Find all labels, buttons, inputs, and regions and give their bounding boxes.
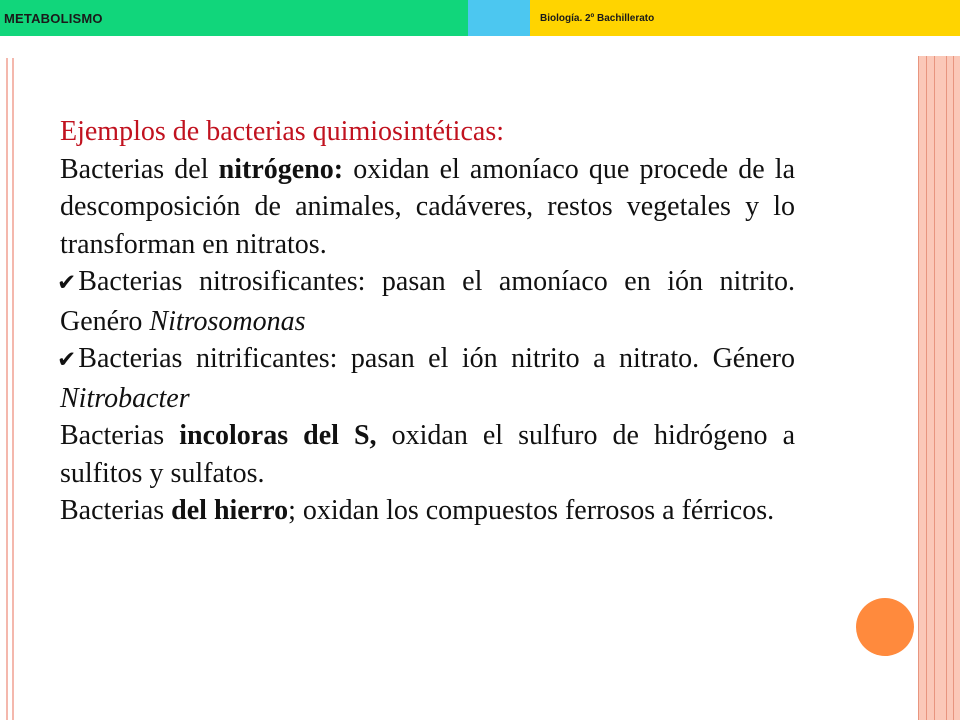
iron-bold: del hierro [171, 495, 289, 526]
sulfur-pre: Bacterias [60, 420, 180, 451]
iron-post: ; oxidan los compuestos ferrosos a férricos. [288, 495, 775, 526]
bullet-genus: Nitrosomonas [149, 305, 306, 337]
sulfur-bold: incoloras del S, [179, 420, 377, 451]
sulfur-post: oxidan el sulfuro de hidrógeno a sulfitos y sulfatos. [60, 420, 795, 489]
iron-pre: Bacterias [60, 495, 172, 526]
right-strip-line [926, 56, 927, 720]
right-strip-line [953, 56, 954, 720]
bullet-text: Bacterias nitrosificantes: pasan el amoníaco en ión nitrito. Genéro [60, 266, 795, 337]
decorative-circle [856, 598, 914, 656]
checkmark-icon: ✔ [57, 270, 77, 296]
slide-title: Ejemplos de bacterias quimiosintéticas: [60, 116, 504, 147]
nitrogen-post: oxidan el amoníaco que procede de la descomposición de animales, cadáveres, restos vegetales y lo transforman en nitratos. [60, 153, 795, 260]
nitrogen-pre: Bacterias del [60, 153, 219, 185]
nitrogen-paragraph [60, 151, 795, 264]
left-border-line [6, 58, 8, 720]
sulfur-paragraph [60, 417, 795, 492]
nitrogen-bold: nitrógeno: [218, 153, 344, 185]
bullet-nitrosificantes [57, 263, 795, 340]
header-segment-blue [468, 0, 530, 36]
right-strip-line [918, 56, 919, 720]
checkmark-icon: ✔ [57, 347, 77, 373]
left-border-line [12, 58, 14, 720]
bullet-nitrificantes [57, 340, 795, 417]
slide-content [57, 113, 795, 530]
right-strip-line [946, 56, 947, 720]
header-course: Biología. 2º Bachillerato [540, 13, 655, 24]
iron-paragraph [60, 492, 795, 530]
bullet-text: Bacterias nitrificantes: pasan el ión nitrito a nitrato. Género [78, 343, 795, 374]
bullet-genus: Nitrobacter [60, 382, 190, 414]
right-strip-line [934, 56, 935, 720]
header-topic: METABOLISMO [4, 11, 103, 26]
header-bar [0, 0, 960, 36]
